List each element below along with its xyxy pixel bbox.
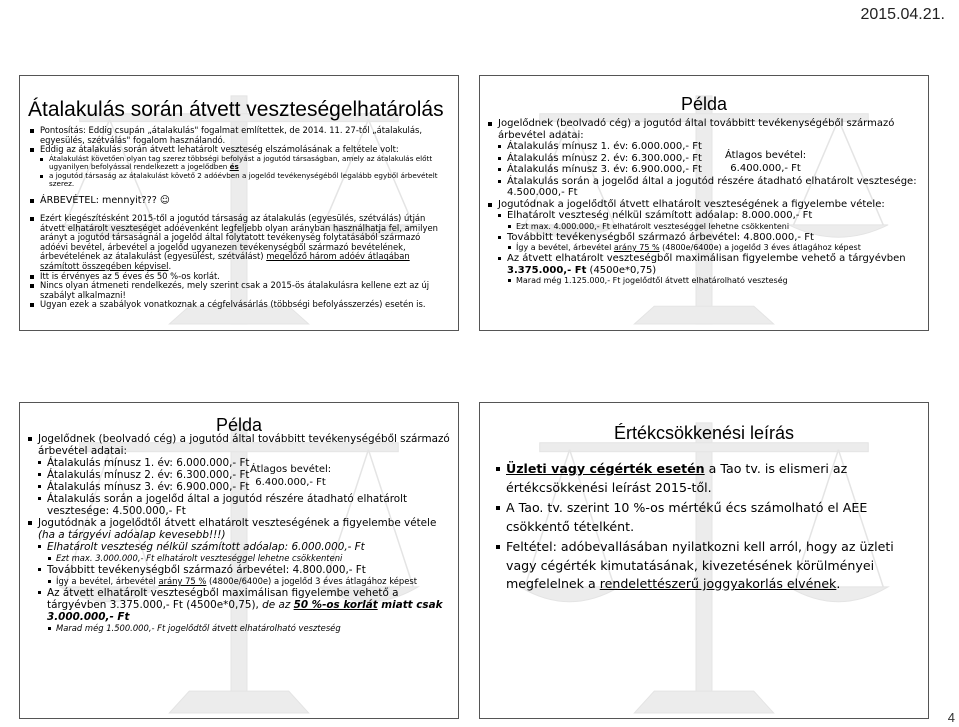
list-item: Elhatárolt veszteség nélkül számított adóalap: 6.000.000,- Ft	[38, 541, 452, 553]
slide-pelda-2	[19, 402, 459, 719]
average-revenue: Átlagos bevétel: 6.400.000,- Ft	[725, 150, 807, 174]
revenue-question: ÁRBEVÉTEL: mennyit??? ☺	[30, 196, 450, 206]
slide-body	[496, 460, 914, 596]
list-item: Átalakulás során a jogelőd által a jogutód részére átadható elhatárolt vesztesége: 4.500.000,- Ft	[498, 176, 922, 199]
list-item: A Tao. tv. szerint 10 %-os mértékű écs számolható el AEE csökkentő tételként.	[496, 499, 914, 536]
average-revenue: Átlagos bevétel: 6.400.000,- Ft	[250, 464, 332, 488]
list-item: Marad még 1.125.000,- Ft jogelődtől átvett elhatárolható veszteség	[508, 276, 922, 286]
list-item: Jogelődnek (beolvadó cég) a jogutód által továbbitt tevékenységéből származó árbevétel adatai:	[488, 118, 922, 141]
slide-pelda-1	[479, 75, 929, 331]
page-number: 4	[947, 710, 955, 725]
list-item: Marad még 1.500.000,- Ft jogelődtől átvett elhatárolható veszteség	[48, 623, 452, 634]
slide-veszteseg	[19, 75, 459, 331]
list-item: Ezt max. 4.000.000,- Ft elhatárolt veszteséggel lehetne csökkenteni	[508, 222, 922, 232]
list-item: Eddig az átalakulás során átvett lehatárolt veszteség elszámolásának a feltétele volt:	[30, 145, 450, 155]
list-item: a jogutód társaság az átalakulást követő 2 adóévben a jogelőd tevékenységéből legalább egyből árbevételt szerez.	[40, 172, 450, 189]
date-label: 2015.04.21.	[860, 6, 945, 23]
list-item: Ezt max. 3.000.000,- Ft elhatárolt veszteséggel lehetne csökkenteni	[48, 553, 452, 564]
list-item: Ugyan ezek a szabályok vonatkoznak a cégfelvásárlás (többségi befolyásszerzés) esetén is.	[30, 300, 450, 310]
list-item: Jogelődnek (beolvadó cég) a jogutód által továbbitt tevékenységéből származó árbevétel adatai:	[28, 433, 452, 457]
year-item: Átalakulás mínusz 2. év: 6.300.000,- Ft	[38, 469, 452, 481]
list-item: Így a bevétel, árbevétel arány 75 % (4800e/6400e) a jogelőd 3 éves átlagához képest	[48, 576, 452, 587]
list-item: Pontosítás: Eddig csupán „átalakulás" fogalmat említettek, de 2014. 11. 27-től „átalakulás, egyesülés, szétválás" fogalom használandó.	[30, 126, 450, 145]
slide-title: Értékcsökkenési leírás	[613, 423, 795, 443]
slide-body	[28, 433, 452, 634]
list-item: Átalakulást követően olyan tag szerez többségi befolyást a jogutód társaságban, amely az átalakulás előtt ugyanilyen befolyással rendelkezett a jogelődben és	[40, 155, 450, 172]
list-item: Az átvett elhatárolt veszteségből maximálisan figyelembe vehető a tárgyévben 3.375.000,- Ft (4500e*0,75)	[498, 253, 922, 276]
year-item: Átalakulás mínusz 1. év: 6.000.000,- Ft	[38, 457, 452, 469]
list-item: Elhatárolt veszteség nélkül számított adóalap: 8.000.000,- Ft	[498, 210, 922, 222]
slide-ertekcsokkenes	[479, 402, 929, 719]
list-item: Az átvett elhatárolt veszteségből maximálisan figyelembe vehető a tárgyévben 3.375.000,- Ft (4500e*0,75), de az 50 %-os korlát miatt csak 3.000.000,- Ft	[38, 587, 452, 623]
list-item: Továbbitt tevékenységből származó árbevétel: 4.800.000,- Ft	[498, 232, 922, 244]
year-item: Átalakulás mínusz 2. év: 6.300.000,- Ft	[498, 153, 922, 165]
slide-title: Példa	[680, 94, 728, 114]
list-item: Átalakulás során a jogelőd által a jogutód részére átadható elhatárolt vesztesége: 4.500.000,- Ft	[38, 493, 452, 517]
list-item: Itt is érvényes az 5 éves és 50 %-os korlát.	[30, 272, 450, 282]
list-item: Jogutódnak a jogelődtől átvett elhatárolt veszteségének a figyelembe vétele (ha a tárgyévi adóalap kevesebb!!!)	[28, 517, 452, 541]
slide-title: Átalakulás során átvett veszteségelhatárolás	[28, 98, 444, 121]
year-item: Átalakulás mínusz 1. év: 6.000.000,- Ft	[498, 141, 922, 153]
list-item: Így a bevétel, árbevétel arány 75 % (4800e/6400e) a jogelőd 3 éves átlagához képest	[508, 243, 922, 253]
year-item: Átalakulás mínusz 3. év: 6.900.000,- Ft	[38, 481, 452, 493]
slide-body	[488, 118, 922, 286]
list-item: Ezért kiegészítésként 2015-től a jogutód társaság az átalakulás (egyesülés, szétválás) útján átvett elhatárolt veszteséget adóévenként legfeljebb olyan arányban használhatja fel, amilyen arányt a jogutód társaságnál a jogelőd által folytatott tevékenység folytatásából származó adóévi bevétel, árbevétel a jogelőd ugyanezen tevékenységből származó bevételének, árbevételének az átalakulást (egyesülést, szétválást) megelőző három adóév átlagában számított összegében képvisel.	[30, 214, 450, 272]
list-item: Feltétel: adóbevallásában nyilatkozni kell arról, hogy az üzleti vagy cégérték kimutatásának, kivezetésének körülményei megfelelnek a rendelettészerű joggyakorlás elvének.	[496, 538, 914, 594]
page-header	[0, 0, 959, 32]
year-item: Átalakulás mínusz 3. év: 6.900.000,- Ft	[498, 164, 922, 176]
list-item: Nincs olyan átmeneti rendelkezés, mely szerint csak a 2015-ös átalakulásra kellene ezt az új szabályt alkalmazni!	[30, 281, 450, 300]
slide-title: Példa	[215, 415, 263, 435]
list-item: Jogutódnak a jogelődtől átvett elhatárolt veszteségének a figyelembe vétele:	[488, 199, 922, 211]
list-item: Továbbitt tevékenységből származó árbevétel: 4.800.000,- Ft	[38, 564, 452, 576]
slide-body	[30, 126, 450, 310]
list-item: Üzleti vagy cégérték esetén a Tao tv. is elismeri az értékcsökkenési leírást 2015-től.	[496, 460, 914, 497]
